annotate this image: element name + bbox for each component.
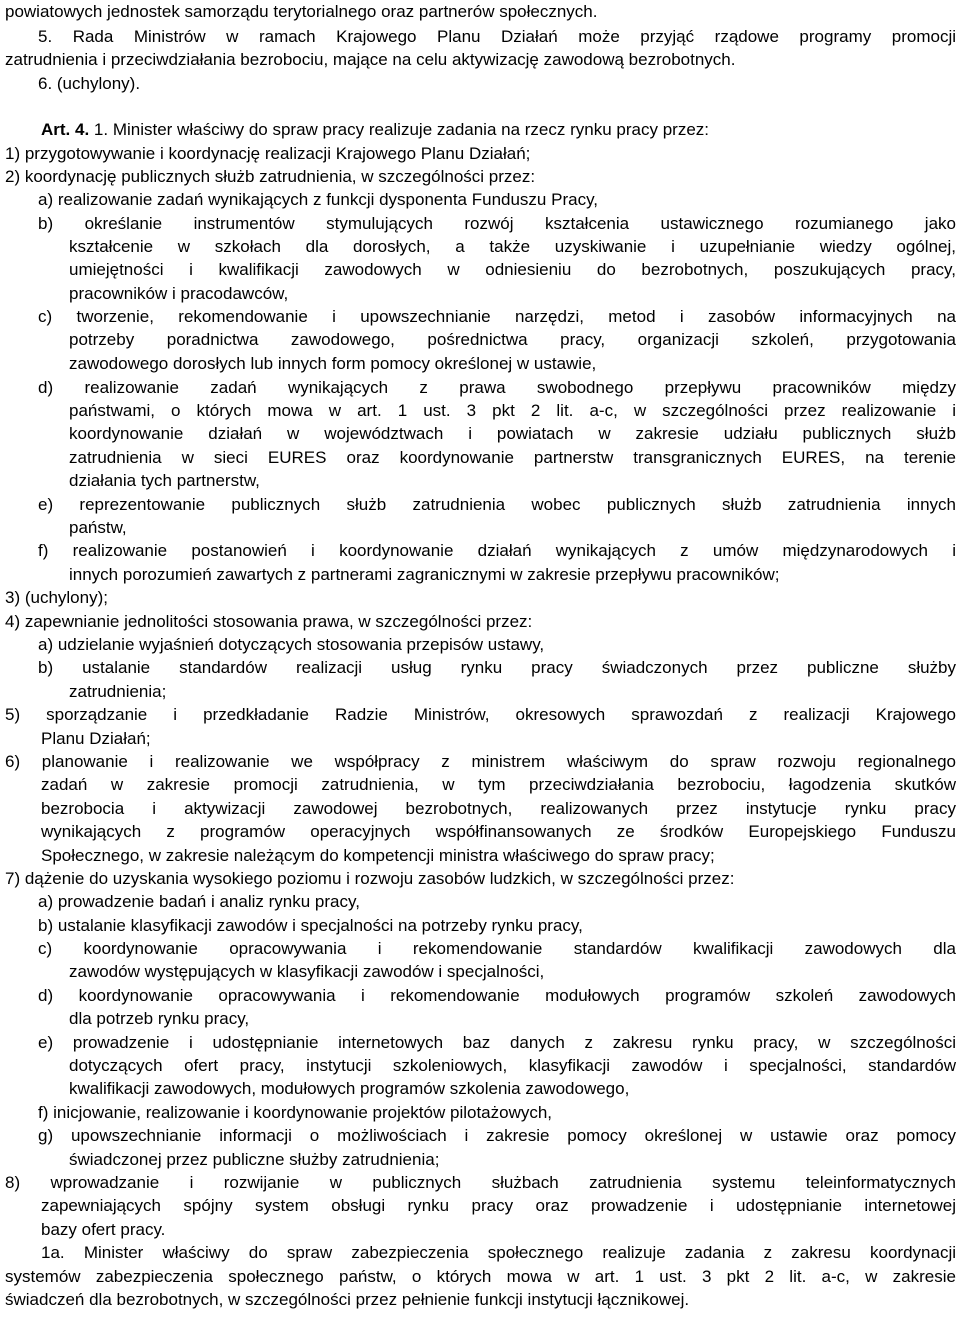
article-line [41, 118, 956, 141]
text-line: działania tych partnerstw, [69, 471, 260, 490]
text-line: wynikających z programów operacyjnych współfinansowanych ze środków Europejskiego Funduszu [41, 822, 956, 841]
text-line: e) reprezentowanie publicznych służb zatrudnienia wobec publicznych służb zatrudnienia innych [38, 495, 956, 514]
text-line: g) upowszechnianie informacji o możliwościach i zakresie pomocy określonej w ustawie oraz pomocy [38, 1126, 956, 1145]
text-line: kształcenie w szkołach dla dorosłych, a także uzyskiwanie i uzupełnianie wiedzy ogólnej, [69, 237, 956, 256]
text-line: 5. Rada Ministrów w ramach Krajowego Planu Działań może przyjąć rządowe programy promocji [38, 27, 956, 46]
text-line: Planu Działań; [41, 729, 151, 748]
text-line: f) inicjowanie, realizowanie i koordynowanie projektów pilotażowych, [38, 1103, 553, 1122]
text-line: 3) (uchylony); [5, 588, 108, 607]
text-line: potrzeby poradnictwa zawodowego, pośrednictwa pracy, organizacji szkoleń, przygotowania [69, 330, 956, 349]
text-line: 1) przygotowywanie i koordynację realizacji Krajowego Planu Działań; [5, 144, 531, 163]
text-line: świadczeń dla bezrobotnych, w szczególności przez pełnienie funkcji instytucji łącznikowej. [5, 1290, 690, 1309]
text-line: dla potrzeb rynku pracy, [69, 1009, 250, 1028]
text-line: a) udzielanie wyjaśnień dotyczących stosowania przepisów ustawy, [38, 635, 545, 654]
text-line: świadczonej przez publiczne służby zatrudnienia; [69, 1150, 440, 1169]
text-line: systemów zabezpieczenia społecznego państw, o których mowa w art. 1 ust. 3 pkt 2 lit. a-c, w zakresie [5, 1267, 956, 1286]
text-line: zatrudnienia w sieci EURES oraz koordynowanie partnerstw transgranicznych EURES, na terenie [69, 448, 956, 467]
text-line: bazy ofert pracy. [41, 1220, 166, 1239]
text-line: e) prowadzenie i udostępnianie internetowych baz danych z zakresu rynku pracy, w szczególności [38, 1033, 956, 1052]
text-line: innych porozumień zawartych z partnerami zagranicznymi w zakresie przepływu pracowników; [69, 565, 780, 584]
text-line: a) prowadzenie badań i analiz rynku pracy, [38, 892, 360, 911]
text-line: 8) wprowadzanie i rozwijanie w publicznych służbach zatrudnienia systemu teleinformatycznych [5, 1173, 956, 1192]
text-line: zapewniających spójny system obsługi rynku pracy oraz prowadzenie i udostępnianie internetowej [41, 1196, 956, 1215]
text-line: f) realizowanie postanowień i koordynowanie działań wynikających z umów międzynarodowych i [38, 541, 956, 560]
text-line: umiejętności i kwalifikacji zawodowych w odniesieniu do bezrobotnych, poszukujących pracy, [69, 260, 956, 279]
text-line: powiatowych jednostek samorządu terytorialnego oraz partnerów społecznych. [5, 2, 598, 21]
text-line: dotyczących ofert pracy, instytucji szkoleniowych, klasyfikacji zawodów i specjalności, standardów [69, 1056, 956, 1075]
text-line: zawodowego dorosłych lub innych form pomocy określonej w ustawie, [69, 354, 597, 373]
text-line: b) ustalanie standardów realizacji usług rynku pracy świadczonych przez publiczne służby [38, 658, 956, 677]
text-line: koordynowanie działań w województwach i powiatach w zakresie udziału publicznych służb [69, 424, 956, 443]
text-line: zadań w zakresie promocji zatrudnienia, w tym przeciwdziałania bezrobociu, łagodzenia skutków [41, 775, 956, 794]
article-intro: 1. Minister właściwy do spraw pracy realizuje zadania na rzecz rynku pracy przez: [93, 120, 709, 139]
text-line: b) ustalanie klasyfikacji zawodów i specjalności na potrzeby rynku pracy, [38, 916, 583, 935]
text-line: d) realizowanie zadań wynikających z prawa swobodnego przepływu pracowników między [38, 378, 956, 397]
text-line: kwalifikacji zawodowych, modułowych programów szkolenia zawodowego, [69, 1079, 630, 1098]
text-line: 6) planowanie i realizowanie we współpracy z ministrem właściwym do spraw rozwoju regionalnego [5, 752, 956, 771]
text-line: c) tworzenie, rekomendowanie i upowszechnianie narzędzi, metod i zasobów informacyjnych na [38, 307, 956, 326]
text-line: c) koordynowanie opracowywania i rekomendowanie standardów kwalifikacji zawodowych dla [38, 939, 956, 958]
text-line: a) realizowanie zadań wynikających z funkcji dysponenta Funduszu Pracy, [38, 190, 599, 209]
text-line: 1a. Minister właściwy do spraw zabezpieczenia społecznego realizuje zadania z zakresu koordynacji [41, 1243, 956, 1262]
text-line: Społecznego, w zakresie należącym do kompetencji ministra właściwego do spraw pracy; [41, 846, 715, 865]
text-line: zatrudnienia i przeciwdziałania bezrobociu, mające na celu aktywizację zawodową bezrobotnych. [5, 50, 736, 69]
text-line: 2) koordynację publicznych służb zatrudnienia, w szczególności przez: [5, 167, 536, 186]
text-line: zawodów występujących w klasyfikacji zawodów i specjalności, [69, 962, 545, 981]
text-line: bezrobocia i aktywizacji zawodowej bezrobotnych, realizowanych przez instytucje rynku pracy [41, 799, 956, 818]
text-line: zatrudnienia; [69, 682, 167, 701]
text-line: państwami, o których mowa w art. 1 ust. 3 pkt 2 lit. a-c, w szczególności przez realizowanie i [69, 401, 956, 420]
text-line: d) koordynowanie opracowywania i rekomendowanie modułowych programów szkoleń zawodowych [38, 986, 956, 1005]
text-line: 4) zapewnianie jednolitości stosowania prawa, w szczególności przez: [5, 612, 533, 631]
text-line: państw, [69, 518, 127, 537]
text-line: 6. (uchylony). [38, 74, 141, 93]
text-line: 7) dążenie do uzyskania wysokiego poziomu i rozwoju zasobów ludzkich, w szczególności przez: [5, 869, 735, 888]
text-line: pracowników i pracodawców, [69, 284, 289, 303]
article-heading: Art. 4. [41, 120, 90, 139]
text-line: 5) sporządzanie i przedkładanie Radzie Ministrów, okresowych sprawozdań z realizacji Krajowego [5, 705, 956, 724]
text-line: b) określanie instrumentów stymulujących rozwój kształcenia ustawicznego rozumianego jako [38, 214, 956, 233]
